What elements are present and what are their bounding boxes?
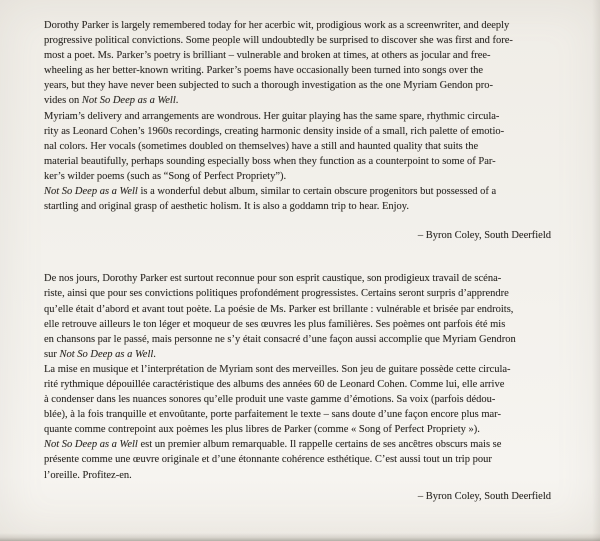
album-title: Not So Deep as a Well bbox=[44, 186, 138, 198]
text-line: wheeling as her better-known writing. Parker’s poems have occasionally been turned into songs over the bbox=[44, 65, 484, 77]
paragraph bbox=[44, 109, 551, 184]
paragraph bbox=[44, 437, 551, 482]
text-line: rité rythmique dépouillée caractéristique des albums des années 60 de Leonard Cohen. Comme lui, elle arrive bbox=[44, 378, 505, 390]
text-line: La mise en musique et l’interprétation de Myriam sont des merveilles. Son jeu de guitare possède cette circula- bbox=[44, 363, 511, 375]
text-line: présente comme une œuvre originale et d’une étonnante cohérence esthétique. C’est aussi tout un trip pour bbox=[44, 454, 492, 466]
text-line: qu’elle était d’abord et avant tout poète. La poésie de Ms. Parker est brillante : vulnérable et brisée par endroits, bbox=[44, 303, 514, 315]
page-bottom-edge-shadow bbox=[0, 533, 600, 541]
text-line: sur Not So Deep as a Well. bbox=[44, 348, 156, 360]
paragraph bbox=[44, 271, 551, 362]
album-title: Not So Deep as a Well bbox=[59, 348, 154, 360]
text-line: nal colors. Her vocals (sometimes doubled on themselves) have a still and haunted quality that suits the bbox=[44, 140, 479, 152]
signature-french: – Byron Coley, South Deerfield bbox=[417, 490, 551, 502]
liner-notes-french bbox=[44, 271, 551, 482]
text-line: Not So Deep as a Well is a wonderful debut album, similar to certain obscure progenitors but possessed of a bbox=[44, 186, 497, 198]
text-line: elle retrouve ailleurs le ton léger et moqueur de ses œuvres les plus familières. Ses poèmes ont parfois été mis bbox=[44, 318, 506, 330]
text-line: blée), à la fois tranquille et envoûtante, porte parfaitement le texte – sans doute d’une façon encore plus mar- bbox=[44, 409, 501, 421]
text-line: en chansons par le passé, mais personne ne s’y était consacré d’une façon aussi accomplie que Myriam Gendron bbox=[44, 333, 516, 345]
text-line: most a poet. Ms. Parker’s poetry is brilliant – vulnerable and broken at times, at others as jocular and free- bbox=[44, 50, 491, 62]
text-line: vides on Not So Deep as a Well. bbox=[44, 95, 179, 107]
paragraph bbox=[44, 18, 551, 109]
text-line: Dorothy Parker is largely remembered today for her acerbic wit, prodigious work as a screenwriter, and deeply bbox=[44, 20, 510, 31]
text-line: quante comme contrepoint aux poèmes les plus libres de Parker (comme « Song of Perfect Propriety »). bbox=[44, 424, 480, 436]
signature-english: – Byron Coley, South Deerfield bbox=[417, 230, 551, 242]
album-title: Not So Deep as a Well bbox=[44, 439, 138, 451]
album-title: Not So Deep as a Well bbox=[81, 95, 176, 107]
text-line: Myriam’s delivery and arrangements are wondrous. Her guitar playing has the same spare, rhythmic circula- bbox=[44, 110, 500, 122]
text-line: material beautifully, perhaps sounding especially boss when they function as a counterpoint to some of Par- bbox=[44, 155, 496, 167]
text-line: riste, ainsi que pour ses convictions politiques profondément progressistes. Certains seront surpris d’apprendre bbox=[44, 288, 509, 300]
liner-notes-english bbox=[44, 18, 551, 214]
paragraph bbox=[44, 362, 551, 437]
text-line: à condenser dans les nuances sonores qu’elle produit une vaste gamme d’émotions. Sa voix (parfois dédou- bbox=[44, 394, 496, 406]
text-line: De nos jours, Dorothy Parker est surtout reconnue pour son esprit caustique, son prodigieux travail de scéna- bbox=[44, 273, 502, 285]
paragraph bbox=[44, 184, 551, 214]
booklet-page bbox=[44, 18, 551, 504]
text-line: years, but they have never been subjected to such a thorough investigation as the one Myriam Gendon pro- bbox=[44, 80, 494, 92]
text-line: Not So Deep as a Well est un premier album remarquable. Il rappelle certains de ses ancêtres obscurs mais se bbox=[44, 439, 502, 451]
text-line: rity as Leonard Cohen’s 1960s recordings, creating harmonic density inside of a small, rich palette of emotio- bbox=[44, 125, 505, 137]
text-line: startling and original grasp of aesthetic holism. It is also a goddamn trip to hear. Enjoy. bbox=[44, 201, 409, 213]
page-right-edge-shadow bbox=[592, 0, 600, 541]
text-line: l’oreille. Profitez-en. bbox=[44, 469, 132, 481]
text-line: ker’s wilder poems (such as “Song of Perfect Propriety”). bbox=[44, 170, 287, 182]
text-line: progressive political convictions. Some people will undoubtedly be surprised to discover she was first and fore- bbox=[44, 35, 513, 47]
